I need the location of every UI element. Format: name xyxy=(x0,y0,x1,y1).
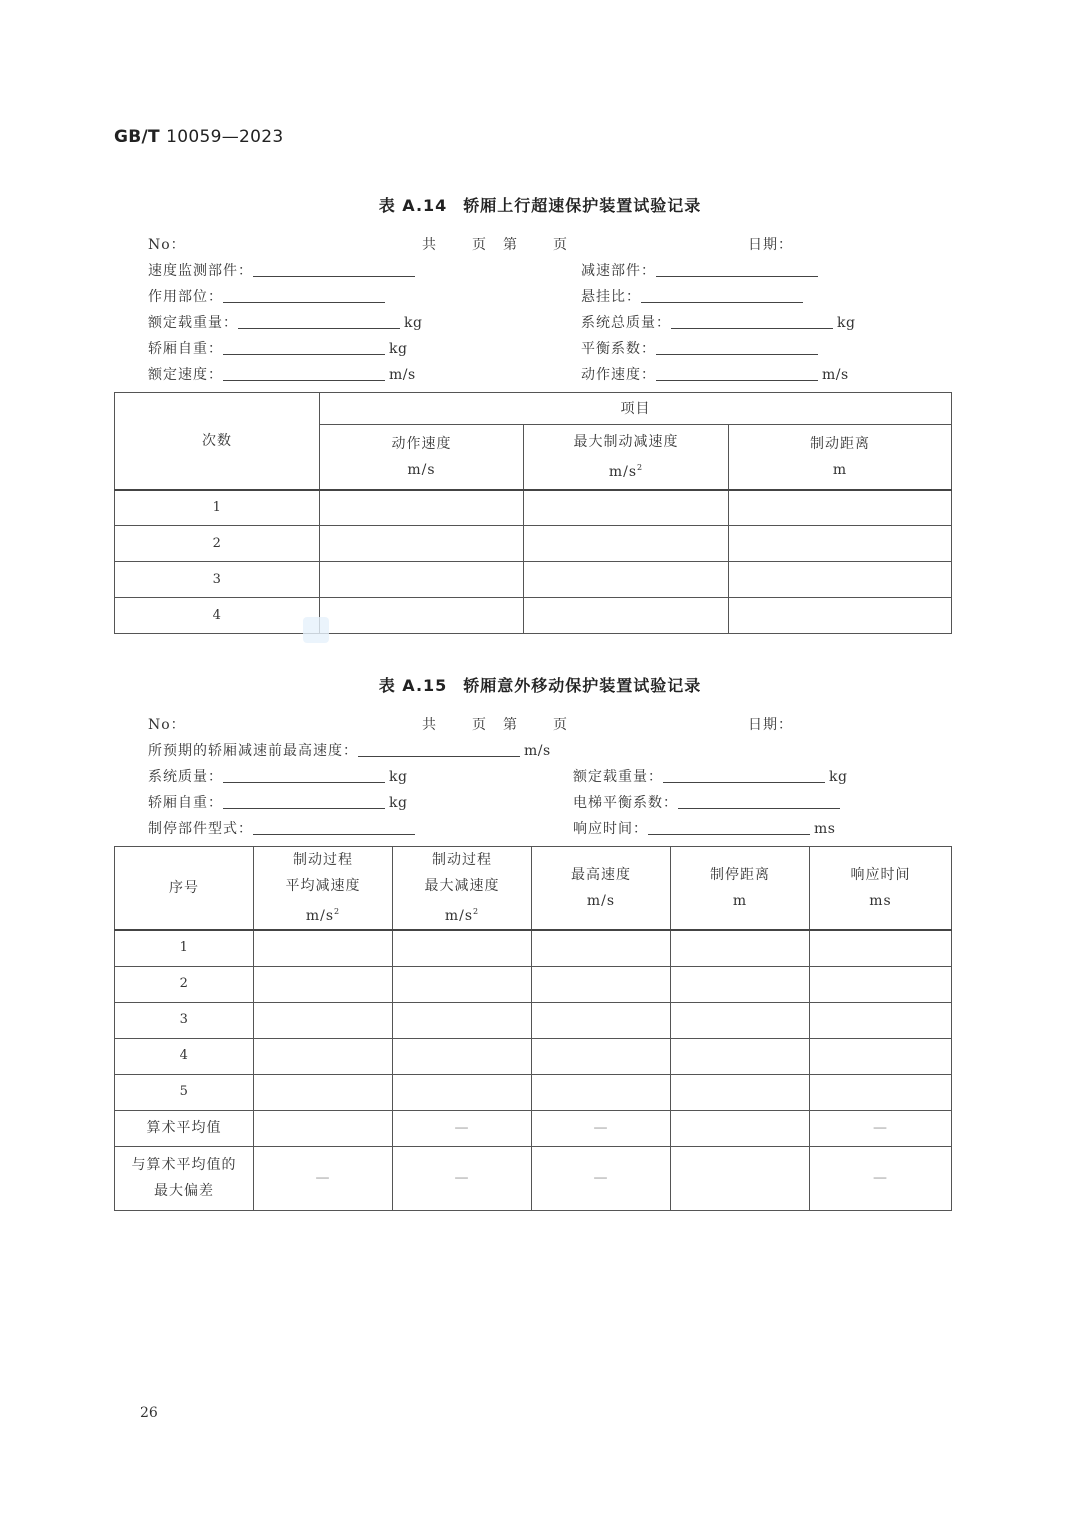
t14-ye1: 页 xyxy=(472,237,487,253)
t14-row-num: 4 xyxy=(115,598,320,634)
t15-dash: — xyxy=(393,1146,532,1210)
t15-cell[interactable] xyxy=(254,1002,393,1038)
t15-gong: 共 xyxy=(422,717,437,733)
t14-rated-speed-label: 额定速度： xyxy=(148,367,223,383)
t14-head-col3 xyxy=(729,425,952,490)
t15-response-time-blank[interactable] xyxy=(648,820,810,835)
t15-di: 第 xyxy=(503,717,518,733)
t14-rated-speed-unit: m/s xyxy=(389,367,416,383)
t15-dash: — xyxy=(532,1110,671,1146)
t15-head-seq: 序号 xyxy=(115,847,254,931)
t14-balance-blank[interactable] xyxy=(656,340,818,355)
t15-cell[interactable] xyxy=(671,930,810,966)
t15-head-col1-line2: 平均减速度 xyxy=(285,878,361,894)
t15-row-num: 4 xyxy=(115,1038,254,1074)
t14-car-weight-label: 轿厢自重： xyxy=(148,341,223,357)
table-row xyxy=(115,966,952,1002)
table-row xyxy=(115,598,952,634)
t15-elevator-balance-label: 电梯平衡系数： xyxy=(573,795,678,811)
t14-action-speed-blank[interactable] xyxy=(656,366,818,381)
t14-car-weight-field xyxy=(148,340,407,358)
t15-rated-load-label: 额定载重量： xyxy=(573,769,663,785)
t14-row-num: 1 xyxy=(115,490,320,526)
t14-rated-load-unit: kg xyxy=(404,315,423,331)
t15-head-col5 xyxy=(810,847,952,931)
t15-expected-speed-unit: m/s xyxy=(524,743,551,759)
t15-cell[interactable] xyxy=(254,966,393,1002)
t14-speed-monitor-field xyxy=(148,262,419,280)
t15-head-col1 xyxy=(254,847,393,931)
t15-car-weight-blank[interactable] xyxy=(223,794,385,809)
t15-head-col4 xyxy=(671,847,810,931)
t15-dash: — xyxy=(810,1110,952,1146)
t15-row-num: 3 xyxy=(115,1002,254,1038)
t14-cell[interactable] xyxy=(320,526,524,562)
table-a14-name: 轿厢上行超速保护装置试验记录 xyxy=(463,196,702,215)
t15-response-time-unit: ms xyxy=(814,821,836,837)
table-a14-code: 表 A.14 xyxy=(378,196,448,215)
t15-system-mass-unit: kg xyxy=(389,769,408,785)
t15-cell[interactable] xyxy=(254,1110,393,1146)
t14-system-mass-field xyxy=(581,314,855,332)
t15-head-col5-unit: ms xyxy=(869,893,892,909)
t15-head-col1-unit-wrap xyxy=(254,899,392,929)
t15-cell[interactable] xyxy=(254,930,393,966)
t15-cell[interactable] xyxy=(810,966,952,1002)
t14-di: 第 xyxy=(503,237,518,253)
t15-deviation-row xyxy=(115,1146,952,1210)
t15-head-col5-label: 响应时间 xyxy=(850,867,911,883)
t14-cell[interactable] xyxy=(524,526,729,562)
t15-car-weight-field xyxy=(148,794,407,812)
t14-head-col2-label: 最大制动减速度 xyxy=(573,433,679,450)
t15-head-col2-unit-sup: 2 xyxy=(473,907,480,916)
t15-cell[interactable] xyxy=(810,1074,952,1110)
t14-action-pos-label: 作用部位： xyxy=(148,289,223,305)
t14-action-pos-blank[interactable] xyxy=(223,288,385,303)
t15-deviation-label xyxy=(115,1146,254,1210)
t15-row-num: 2 xyxy=(115,966,254,1002)
t15-cell[interactable] xyxy=(254,1038,393,1074)
t15-head-col4-unit: m xyxy=(732,893,748,909)
t15-ye2: 页 xyxy=(553,717,568,733)
t14-rated-load-field xyxy=(148,314,422,332)
t14-action-speed-field xyxy=(581,366,849,384)
t14-car-weight-blank[interactable] xyxy=(223,340,385,355)
t15-cell[interactable] xyxy=(671,1038,810,1074)
t15-head-col2-line1: 制动过程 xyxy=(432,852,492,868)
t15-cell[interactable] xyxy=(671,1074,810,1110)
t15-head-col3-unit: m/s xyxy=(586,893,616,909)
t14-rated-speed-field xyxy=(148,366,416,384)
t14-decel-part-field xyxy=(581,262,822,280)
t15-rated-load-field xyxy=(573,768,847,786)
t15-average-label: 算术平均值 xyxy=(115,1110,254,1146)
t15-expected-speed-field xyxy=(148,742,551,760)
t14-rated-load-blank[interactable] xyxy=(238,314,400,329)
t14-row-num: 3 xyxy=(115,562,320,598)
t14-head-col1-unit: m/s xyxy=(407,461,436,478)
table-a15 xyxy=(114,846,952,1211)
t15-cell[interactable] xyxy=(810,1002,952,1038)
t14-action-pos-field xyxy=(148,288,389,306)
table-a15-title xyxy=(0,673,1080,696)
t15-cell[interactable] xyxy=(671,1002,810,1038)
t14-cell[interactable] xyxy=(320,598,524,634)
t14-date-label: 日期： xyxy=(748,237,793,253)
table-row xyxy=(115,1038,952,1074)
t14-head-col3-unit: m xyxy=(832,461,848,478)
t15-cell[interactable] xyxy=(254,1074,393,1110)
table-row xyxy=(115,490,952,526)
t14-head-items: 项目 xyxy=(320,393,952,425)
t15-dash: — xyxy=(810,1146,952,1210)
t15-cell[interactable] xyxy=(393,1074,532,1110)
t14-balance-label: 平衡系数： xyxy=(581,341,656,357)
t14-cell[interactable] xyxy=(524,598,729,634)
t14-balance-field xyxy=(581,340,822,358)
t15-cell[interactable] xyxy=(532,930,671,966)
t14-decel-part-blank[interactable] xyxy=(656,262,818,277)
table-row xyxy=(115,930,952,966)
t15-cell[interactable] xyxy=(532,966,671,1002)
t15-expected-speed-label: 所预期的轿厢减速前最高速度： xyxy=(148,743,358,759)
t14-ye2: 页 xyxy=(553,237,568,253)
t14-gong: 共 xyxy=(422,237,437,253)
t14-cell[interactable] xyxy=(320,562,524,598)
t14-rated-speed-blank[interactable] xyxy=(223,366,385,381)
t15-row-num: 1 xyxy=(115,930,254,966)
t15-cell[interactable] xyxy=(532,1074,671,1110)
t14-action-speed-label: 动作速度： xyxy=(581,367,656,383)
t14-cell[interactable] xyxy=(729,526,952,562)
t15-head-col1-unit: m/s xyxy=(305,908,335,924)
t15-response-time-field xyxy=(573,820,835,838)
t14-row-num: 2 xyxy=(115,526,320,562)
t15-stop-type-blank[interactable] xyxy=(253,820,415,835)
watermark-icon xyxy=(303,617,329,643)
table-row xyxy=(115,526,952,562)
standard-prefix: GB/T xyxy=(114,127,160,147)
t15-cell[interactable] xyxy=(671,1110,810,1146)
t15-elevator-balance-field xyxy=(573,794,844,812)
t15-average-row xyxy=(115,1110,952,1146)
t15-head-col3-label: 最高速度 xyxy=(571,867,631,883)
t15-no-label: No： xyxy=(148,717,186,733)
t14-head-col2-unit: m/s xyxy=(608,463,638,480)
t15-system-mass-field xyxy=(148,768,407,786)
t15-head-col2 xyxy=(393,847,532,931)
t15-ye1: 页 xyxy=(472,717,487,733)
table-a15-code: 表 A.15 xyxy=(378,676,448,695)
t14-speed-monitor-label: 速度监测部件： xyxy=(148,263,253,279)
t14-head-col1 xyxy=(320,425,524,490)
t15-head-col3 xyxy=(532,847,671,931)
t15-response-time-label: 响应时间： xyxy=(573,821,648,837)
t14-action-speed-unit: m/s xyxy=(822,367,849,383)
t14-head-col2 xyxy=(524,425,729,490)
t14-head-col2-unit-wrap xyxy=(524,455,728,485)
t14-cell[interactable] xyxy=(524,562,729,598)
t15-deviation-label-line1: 与算术平均值的 xyxy=(131,1157,237,1173)
t14-cell[interactable] xyxy=(524,490,729,526)
standard-code xyxy=(114,127,283,147)
t14-system-mass-unit: kg xyxy=(837,315,856,331)
t15-cell[interactable] xyxy=(671,966,810,1002)
t15-head-col1-unit-sup: 2 xyxy=(334,907,341,916)
t14-system-mass-label: 系统总质量： xyxy=(581,315,671,331)
t14-car-weight-unit: kg xyxy=(389,341,408,357)
t15-head-col4-label: 制停距离 xyxy=(710,867,770,883)
t15-rated-load-unit: kg xyxy=(829,769,848,785)
t15-cell[interactable] xyxy=(532,1038,671,1074)
t14-head-col3-label: 制动距离 xyxy=(810,435,870,452)
t15-car-weight-unit: kg xyxy=(389,795,408,811)
t15-expected-speed-blank[interactable] xyxy=(358,742,520,757)
t15-stop-type-field xyxy=(148,820,419,838)
t15-elevator-balance-blank[interactable] xyxy=(678,794,840,809)
t14-cell[interactable] xyxy=(729,490,952,526)
page-number: 26 xyxy=(140,1405,158,1421)
t14-cell[interactable] xyxy=(729,598,952,634)
t15-cell[interactable] xyxy=(393,1038,532,1074)
t14-suspension-label: 悬挂比： xyxy=(581,289,641,305)
t15-head-col2-unit: m/s xyxy=(444,908,474,924)
t14-system-mass-blank[interactable] xyxy=(671,314,833,329)
t15-cell[interactable] xyxy=(810,930,952,966)
t15-stop-type-label: 制停部件型式： xyxy=(148,821,253,837)
t14-head-count: 次数 xyxy=(115,393,320,490)
table-row xyxy=(115,562,952,598)
t15-head-col2-unit-wrap xyxy=(393,899,531,929)
t15-deviation-label-line2: 最大偏差 xyxy=(154,1183,214,1199)
t15-dash: — xyxy=(393,1110,532,1146)
t14-speed-monitor-blank[interactable] xyxy=(253,262,415,277)
t14-suspension-blank[interactable] xyxy=(641,288,803,303)
t14-decel-part-label: 减速部件： xyxy=(581,263,656,279)
t15-system-mass-label: 系统质量： xyxy=(148,769,223,785)
t15-system-mass-blank[interactable] xyxy=(223,768,385,783)
t15-dash: — xyxy=(254,1146,393,1210)
t15-dash: — xyxy=(532,1146,671,1210)
t15-cell[interactable] xyxy=(810,1038,952,1074)
t15-cell[interactable] xyxy=(671,1146,810,1210)
t14-suspension-field xyxy=(581,288,807,306)
t14-head-col2-unit-sup: 2 xyxy=(637,462,644,472)
t15-cell[interactable] xyxy=(393,930,532,966)
standard-number: 10059—2023 xyxy=(166,127,284,147)
t14-rated-load-label: 额定载重量： xyxy=(148,315,238,331)
table-row xyxy=(115,1074,952,1110)
t15-cell[interactable] xyxy=(393,966,532,1002)
table-a15-name: 轿厢意外移动保护装置试验记录 xyxy=(463,676,702,695)
table-a14-title xyxy=(0,193,1080,216)
t15-rated-load-blank[interactable] xyxy=(663,768,825,783)
t15-cell[interactable] xyxy=(393,1002,532,1038)
t14-cell[interactable] xyxy=(320,490,524,526)
t14-head-col1-label: 动作速度 xyxy=(391,435,452,452)
t15-head-col1-line1: 制动过程 xyxy=(293,852,353,868)
t15-head-col2-line2: 最大减速度 xyxy=(424,878,500,894)
t15-date-label: 日期： xyxy=(748,717,793,733)
t14-cell[interactable] xyxy=(729,562,952,598)
table-a14 xyxy=(114,392,952,634)
table-row xyxy=(115,1002,952,1038)
t15-row-num: 5 xyxy=(115,1074,254,1110)
t15-car-weight-label: 轿厢自重： xyxy=(148,795,223,811)
t14-no-label: No： xyxy=(148,237,186,253)
t15-cell[interactable] xyxy=(532,1002,671,1038)
